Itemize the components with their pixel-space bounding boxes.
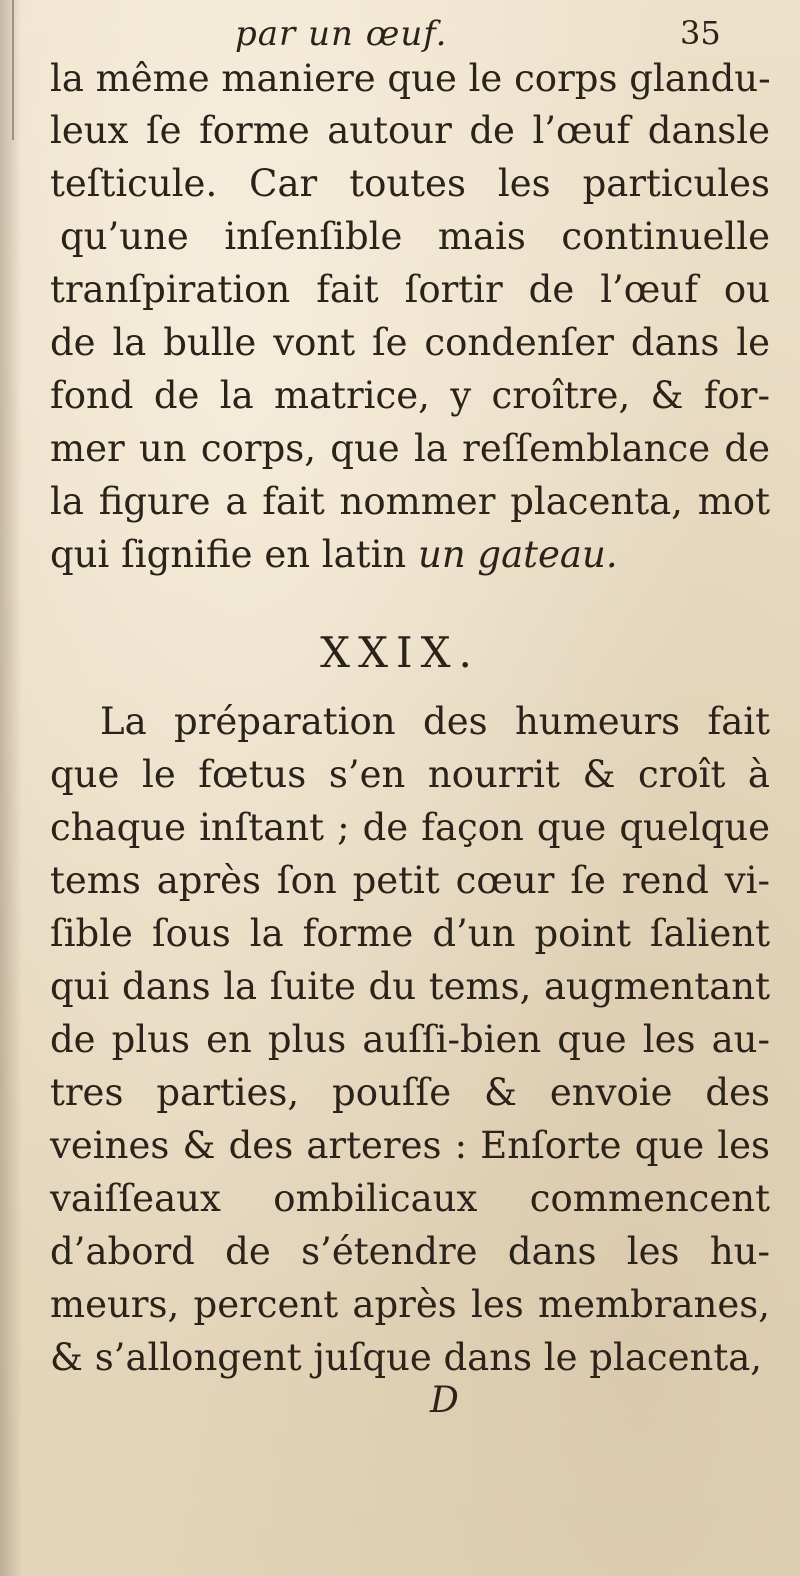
italic-phrase: un gateau. (418, 533, 618, 576)
text-line: tranſpiration fait ſortir de l’œuf ou (50, 268, 770, 311)
page-number: 35 (680, 14, 721, 52)
text-line: la figure a fait nommer placenta, mot (50, 480, 770, 523)
running-head: par un œuf. (235, 14, 448, 54)
text-line: & s’allongent juſque dans le placenta, (50, 1336, 763, 1379)
text-line: d’abord de s’étendre dans les hu- (50, 1230, 770, 1273)
page-header (0, 14, 800, 58)
binding-shadow (0, 0, 22, 1576)
text-line: meurs, percent après les membranes, (50, 1283, 770, 1326)
text-line: veines & des arteres : Enſorte que les (50, 1124, 770, 1167)
text-line: de plus en plus auſſi-bien que les au- (50, 1018, 770, 1061)
text-line: mer un corps, que la reſſemblance de (50, 427, 770, 470)
text-line: vaiſſeaux ombilicaux commencent (50, 1177, 770, 1220)
text-line: que le fœtus s’en nourrit & croît à (50, 753, 770, 796)
text-line: La préparation des humeurs fait (100, 700, 770, 743)
text-line: de la bulle vont ſe condenſer dans le (50, 321, 770, 364)
text-line: chaque inſtant ; de façon que quelque (50, 806, 770, 849)
text-line: leux ſe forme autour de l’œuf dansle (50, 109, 770, 152)
text-line: tres parties, pouſſe & envoie des (50, 1071, 770, 1114)
text-line: qui dans la ſuite du tems, augmentant (50, 965, 770, 1008)
signature-mark: D (430, 1380, 459, 1421)
text-line: fond de la matrice, y croître, & for- (50, 374, 770, 417)
text-line-last (50, 531, 770, 579)
text-line: ſible ſous la forme d’un point ſalient (50, 912, 770, 955)
text-line: qu’une inſenſible mais continuelle (60, 215, 770, 258)
section-heading: XXIX. (320, 628, 480, 677)
text-line: tems après ſon petit cœur ſe rend vi- (50, 859, 770, 902)
text-run: qui ſignifie en latin (50, 533, 418, 576)
text-line: la même maniere que le corps glandu- (50, 57, 771, 100)
text-line: teſticule. Car toutes les particules (50, 162, 770, 205)
